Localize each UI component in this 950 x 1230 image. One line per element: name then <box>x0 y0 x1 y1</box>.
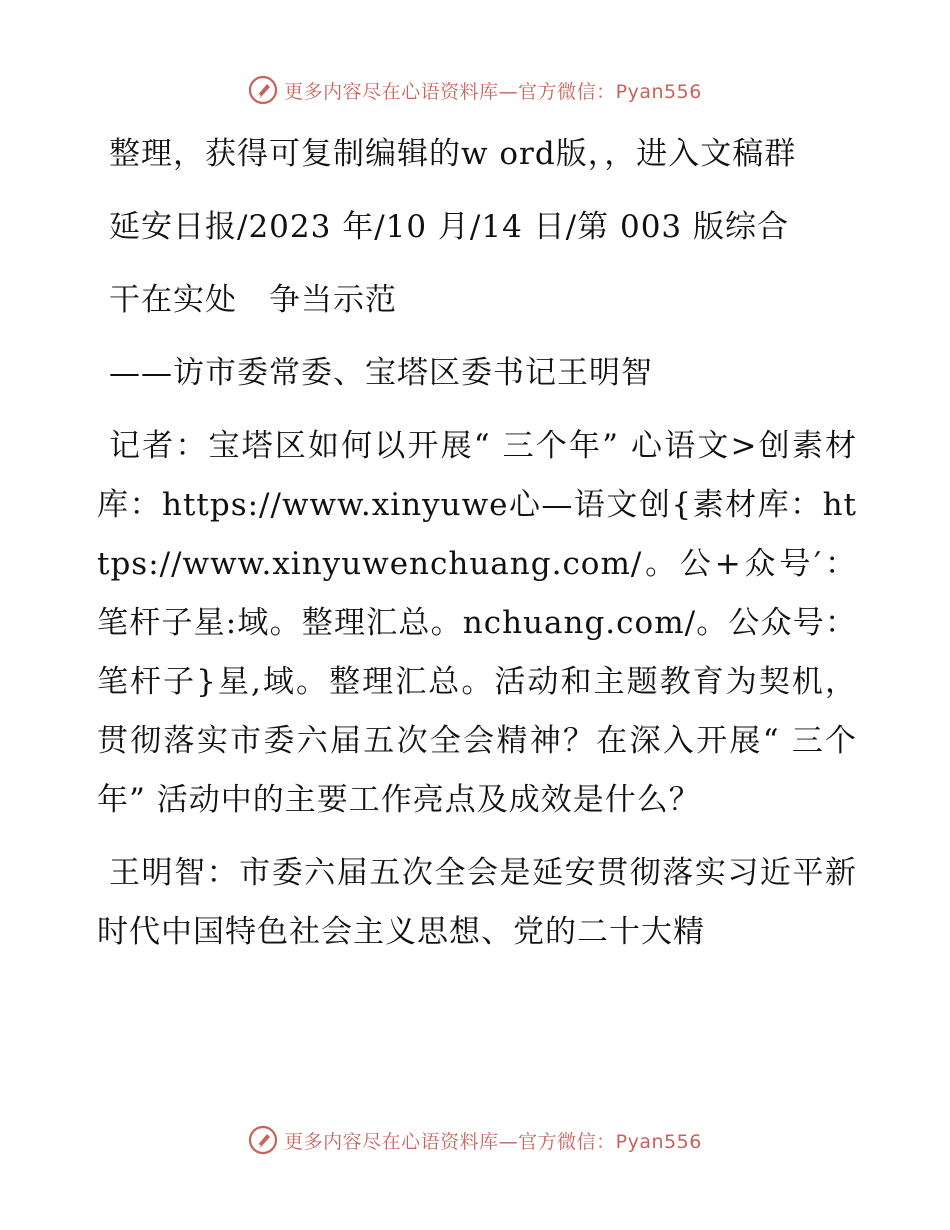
document-paragraph: 整理，获得可复制编辑的w ord版，，进入文稿群 <box>109 136 797 172</box>
source-line: 延安日报/2023 年/10 月/14 日/第 003 版综合 <box>109 209 790 245</box>
footer-watermark-text: 更多内容尽在心语资料库—官方微信：Pyan556 <box>284 1130 702 1153</box>
article-title: 干在实处 争当示范 <box>109 282 397 318</box>
pen-nib-logo-icon <box>248 1125 278 1155</box>
header-watermark-text: 更多内容尽在心语资料库—官方微信：Pyan556 <box>284 80 702 103</box>
document-paragraph: 记者：宝塔区如何以开展“ 三个年” 心语文>创素材库：https://www.xinyuwe心—语文创{素材库：https://www.xinyuwenchuang.com/。公+众号′：笔杆子星:域。整理汇总。nchuang.com/。公众号：笔杆子}星,域。整理汇总。活动和主题教育为契机，贯彻落实市委六届五次全会精神？在深入开展“ 三个年” 活动中的主要工作亮点及成效是什么？ <box>97 428 857 818</box>
document-paragraph: 王明智：市委六届五次全会是延安贯彻落实习近平新时代中国特色社会主义思想、党的二十大精 <box>97 855 857 950</box>
article-subtitle: ——访市委常委、宝塔区委书记王明智 <box>109 355 653 391</box>
footer-watermark-banner <box>0 1120 950 1160</box>
header-watermark-banner <box>0 70 950 110</box>
pen-nib-logo-icon <box>248 75 278 105</box>
document-body <box>97 125 857 976</box>
